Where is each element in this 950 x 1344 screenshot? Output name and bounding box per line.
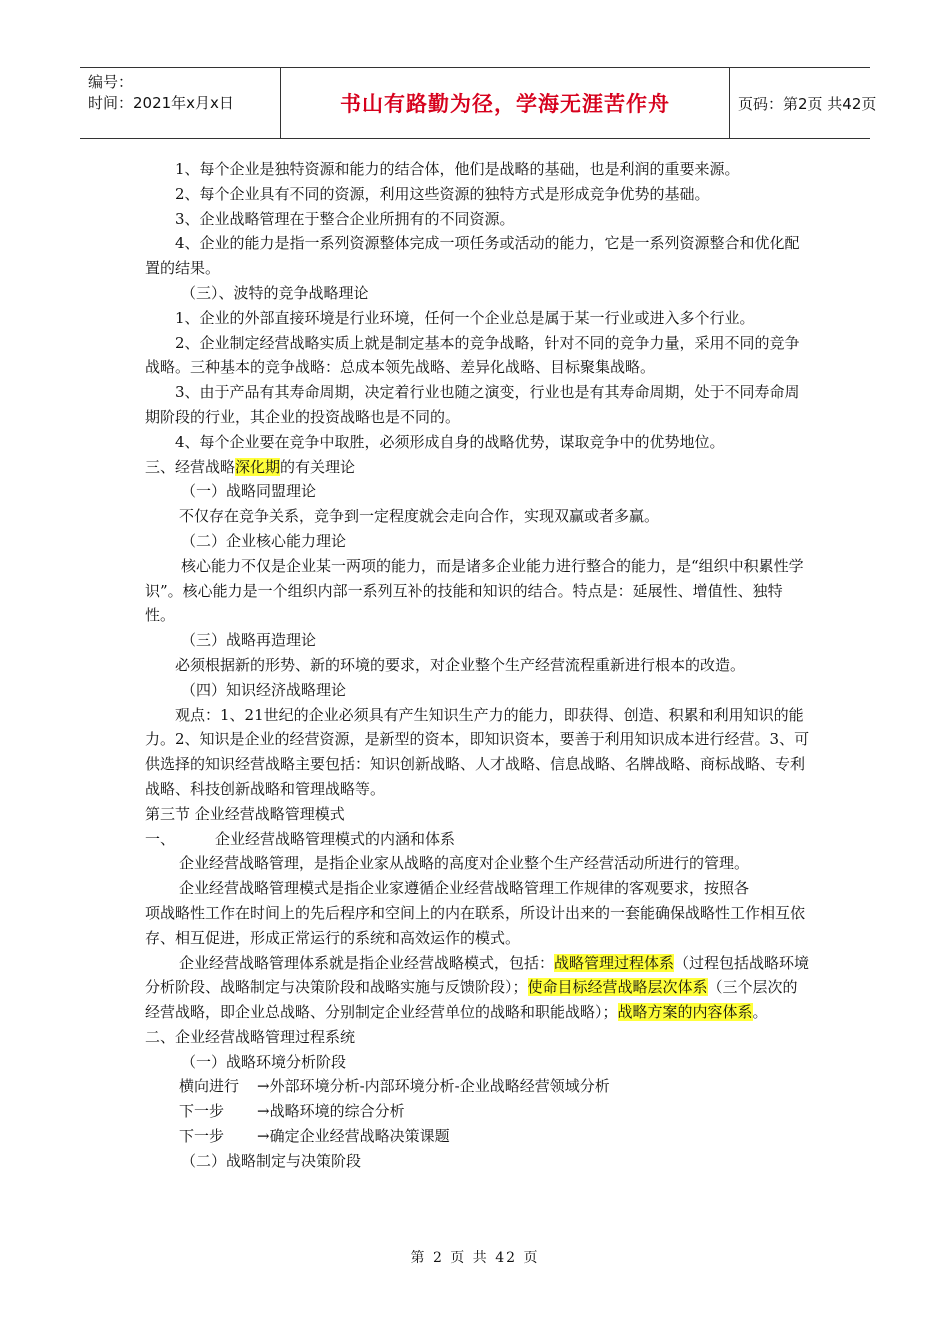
paragraph: [145, 951, 810, 1025]
paragraph: 观点：1、21世纪的企业必须具有产生知识生产力的能力，即获得、创造、积累和利用知识的能力。2、知识是企业的经营资源，是新型的资本，即知识资本，要善于利用知识成本进行经营。3、可供选择的知识经营战略主要包括：知识创新战略、人才战略、信息战略、名牌战略、商标战略、专利战略、科技创新战略和管理战略等。: [145, 705, 810, 798]
heading-text: 三、经营战略: [145, 457, 236, 476]
paragraph: 4、企业的能力是指一系列资源整体完成一项任务或活动的能力，它是一系列资源整合和优化配置的结果。: [145, 234, 800, 278]
header-motto: 书山有路勤为径，学海无涯苦作舟: [280, 68, 730, 138]
subheading: （二）战略制定与决策阶段: [181, 1151, 362, 1170]
item-heading: [145, 827, 810, 852]
text: 企业经营战略管理体系就是指企业经营战略模式，包括：: [179, 953, 555, 972]
step-line: [145, 1074, 810, 1099]
item-heading: 二、企业经营战略管理过程系统: [145, 1027, 356, 1046]
paragraph: 2、每个企业具有不同的资源，利用这些资源的独特方式是形成竞争优势的基础。: [175, 184, 710, 203]
subheading: （一）战略环境分析阶段: [181, 1052, 347, 1071]
paragraph: 3、由于产品有其寿命周期，决定着行业也随之演变，行业也是有其寿命周期，处于不同寿命周期阶段的行业，其企业的投资战略也是不同的。: [145, 383, 800, 426]
highlighted-text: 使命目标经营战略层次体系: [527, 978, 708, 997]
paragraph: 企业经营战略管理模式是指企业家遵循企业经营战略管理工作规律的客观要求，按照各: [179, 879, 750, 898]
number-label: 编号：: [88, 73, 134, 91]
section-heading: 第三节 企业经营战略管理模式: [145, 804, 345, 823]
highlighted-text: 战略管理过程体系: [554, 953, 675, 972]
page-header: [80, 67, 877, 139]
paragraph: 必须根据新的形势、新的环境的要求，对企业整个生产经营流程重新进行根本的改造。: [175, 655, 746, 674]
subheading: （一）战略同盟理论: [181, 482, 317, 501]
step-label: 下一步: [179, 1127, 225, 1146]
item-number: 一、: [145, 829, 176, 848]
page-footer: 第 2 页 共 42 页: [410, 1250, 540, 1266]
header-meta: [88, 72, 286, 114]
header-page-info: 页码：第2页 共42页: [738, 94, 877, 113]
paragraph: 1、每个企业是独特资源和能力的结合体，他们是战略的基础，也是利润的重要来源。: [175, 160, 740, 178]
paragraph: 项战略性工作在时间上的先后程序和空间上的内在联系，所设计出来的一套能确保战略性工作相互依存、相互促进，形成正常运行的系统和高效运作的模式。: [145, 903, 806, 947]
paragraph: 4、每个企业要在竞争中取胜，必须形成自身的战略优势，谋取竞争中的优势地位。: [175, 432, 725, 451]
heading-text: 的有关理论: [280, 457, 356, 476]
text: 。: [752, 1003, 768, 1022]
step-line: [145, 1099, 810, 1124]
step-text: →外部环境分析-内部环境分析-企业战略经营领域分析: [257, 1077, 610, 1096]
paragraph: 不仅存在竞争关系，竞争到一定程度就会走向合作，实现双赢或者多赢。: [179, 507, 660, 526]
highlighted-text: 深化期: [235, 457, 281, 476]
document-body: [145, 157, 810, 1174]
paragraph: 3、企业战略管理在于整合企业所拥有的不同资源。: [175, 209, 515, 228]
step-label: 横向进行: [179, 1077, 240, 1096]
subheading: （三）战略再造理论: [181, 631, 317, 650]
step-text: →确定企业经营战略决策课题: [257, 1127, 450, 1146]
highlighted-text: 战略方案的内容体系: [617, 1003, 753, 1022]
step-text: →战略环境的综合分析: [257, 1102, 405, 1121]
step-line: [145, 1124, 810, 1149]
paragraph: 2、企业制定经营战略实质上就是制定基本的竞争战略，针对不同的竞争力量，采用不同的竞争战略。三种基本的竞争战略：总成本领先战略、差异化战略、目标聚集战略。: [145, 333, 800, 377]
subheading: （三）、波特的竞争战略理论: [181, 283, 369, 302]
subheading: （四）知识经济战略理论: [181, 680, 347, 699]
section-heading: [145, 455, 810, 480]
text: （三个层次的经营战略，即企业总战略、分别制定企业经营单位的战略和职能战略）；: [145, 978, 798, 1022]
date-label: 时间：2021年x月x日: [88, 94, 234, 112]
subheading: （二）企业核心能力理论: [181, 531, 347, 550]
step-label: 下一步: [179, 1102, 225, 1121]
text: （过程包括战略环境分析阶段、战略制定与决策阶段和战略实施与反馈阶段）；: [145, 953, 810, 997]
paragraph: 企业经营战略管理，是指企业家从战略的高度对企业整个生产经营活动所进行的管理。: [179, 854, 750, 873]
item-title: 企业经营战略管理模式的内涵和体系: [215, 829, 456, 848]
paragraph: 核心能力不仅是企业某一两项的能力，而是诸多企业能力进行整合的能力，是“组织中积累性学识”。核心能力是一个组织内部一系列互补的技能和知识的结合。特点是：延展性、增值性、独特性。: [145, 556, 804, 625]
paragraph: 1、企业的外部直接环境是行业环境，任何一个企业总是属于某一行业或进入多个行业。: [175, 308, 755, 327]
